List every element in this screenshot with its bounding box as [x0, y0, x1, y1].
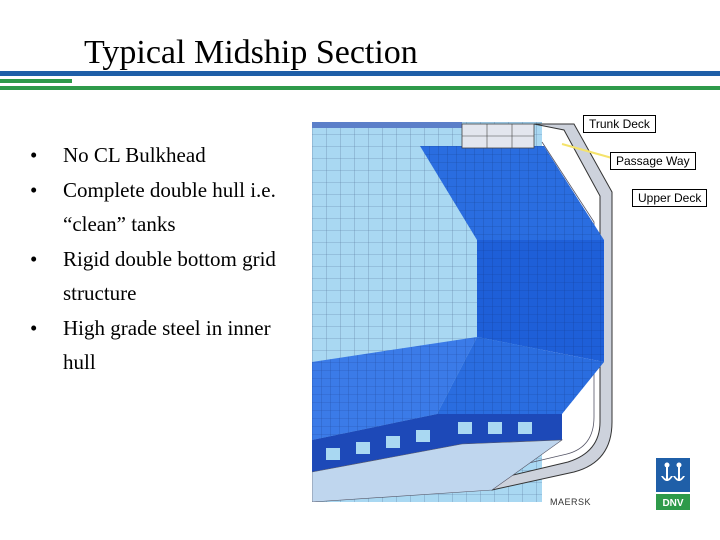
upper-deck-callout: Upper Deck [632, 189, 707, 207]
bullet-text: No CL Bulkhead [63, 143, 206, 167]
bullet-marker: • [30, 315, 38, 340]
header-band-green-left [0, 79, 72, 83]
bullet-item [30, 138, 300, 173]
bullet-marker: • [30, 143, 38, 167]
dnv-logo [656, 458, 690, 512]
header-band-blue [0, 71, 720, 76]
bullet-text: High grade steel in inner hull [63, 315, 271, 374]
bullet-item [30, 311, 300, 380]
slide-title: Typical Midship Section [84, 34, 418, 71]
bullet-item [30, 242, 300, 311]
trunk-deck-callout: Trunk Deck [583, 115, 656, 133]
bullet-marker: • [30, 246, 38, 271]
bullet-marker: • [30, 177, 38, 202]
bullet-text: Complete double hull i.e. “clean” tanks [63, 177, 276, 236]
partner-wordmark: MAERSK [550, 497, 592, 507]
bullet-item [30, 173, 300, 242]
passage-way-callout: Passage Way [610, 152, 696, 170]
bullet-text: Rigid double bottom grid structure [63, 246, 276, 305]
bullet-list [30, 138, 300, 380]
header-band-green [0, 86, 720, 90]
midship-section-illustration [312, 122, 630, 502]
dnv-logo-text: DNV [662, 498, 684, 509]
